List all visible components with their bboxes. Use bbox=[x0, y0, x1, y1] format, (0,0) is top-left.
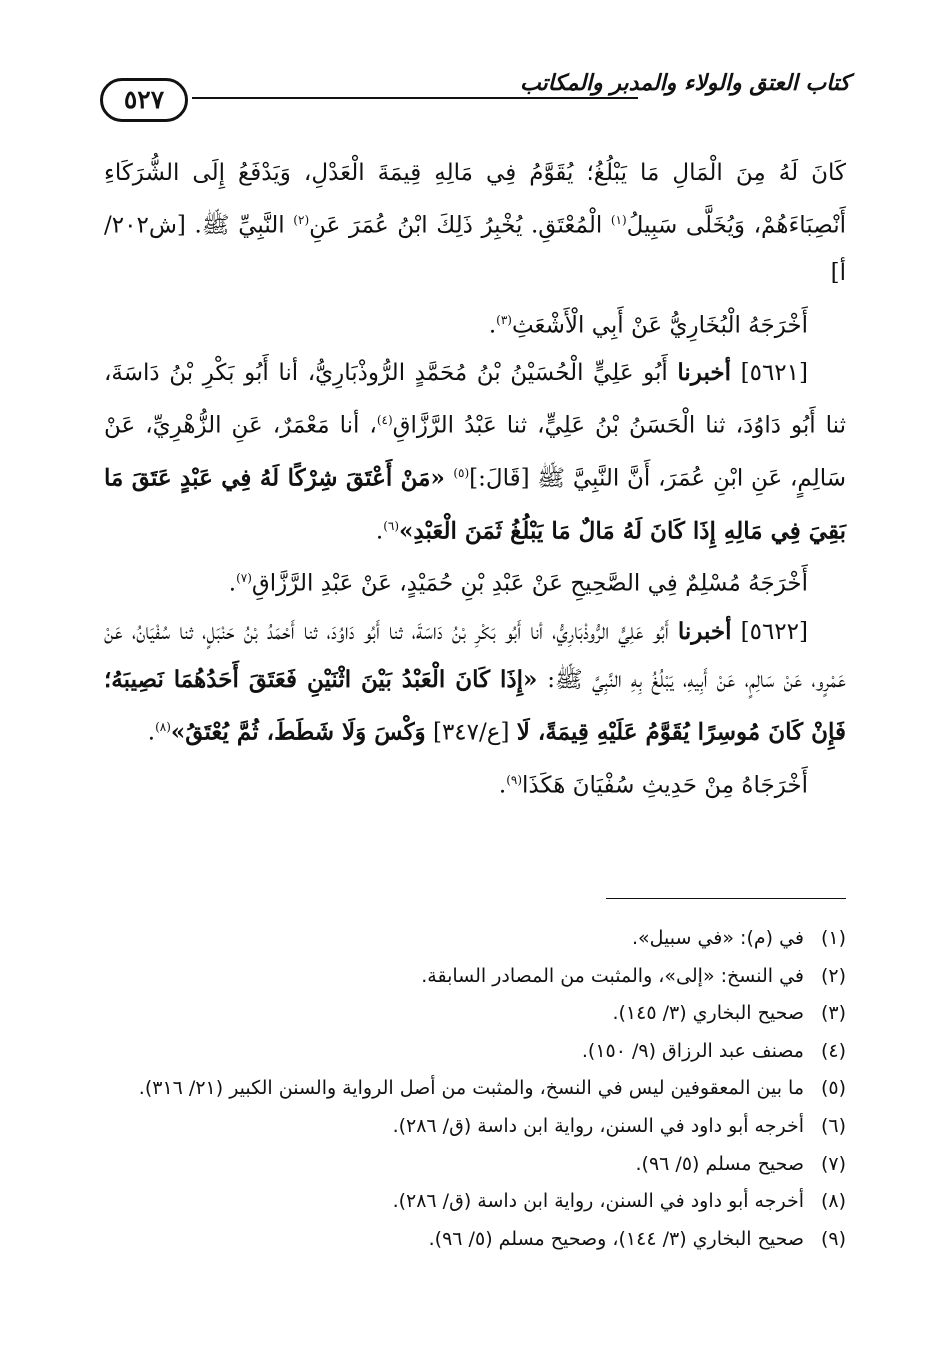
hadith-matn: «إِذَا كَانَ الْعَبْدُ بَيْنَ اثْنَيْنِ فَعَتَقَ أَحَدُهُمَا نَصِيبَهُ؛ فَإِنْ كَانَ مُوسِرًا يُقَوَّمُ عَلَيْهِ قِيمَةً، لَا bbox=[104, 665, 846, 746]
running-header bbox=[100, 70, 850, 130]
main-text bbox=[104, 150, 846, 809]
footnote-text: أخرجه أبو داود في السنن، رواية ابن داسة (ق/ ٢٨٦). bbox=[392, 1190, 804, 1213]
footnote-text: مصنف عبد الرزاق (٩/ ١٥٠). bbox=[581, 1039, 804, 1062]
running-title: كتاب العتق والولاء والمدبر والمكاتب bbox=[520, 70, 850, 96]
punctuation: . bbox=[375, 518, 384, 545]
footnote-number: (٧) bbox=[820, 1152, 846, 1175]
footnote-text: في (م): «في سبيل». bbox=[631, 927, 804, 949]
footnote-item bbox=[104, 1108, 846, 1146]
text-segment: أَبُو عَلِيٍّ الرُّوذْبَارِيُّ، أنا أَبُو بَكْرِ بْنُ دَاسَةَ، ثنا أَبُو دَاوُدَ، ثنا أَحْمَدُ بْنُ حَنْبَلٍ، ثنا سُفْيَانُ، عَنْ عَمْرٍو، عَنْ سَالِمٍ، عَنْ أَبِيهِ، يَبْلُغُ بِهِ النَّبِيَّ ﷺ: bbox=[104, 618, 846, 693]
footnote-ref[interactable]: (٢) bbox=[293, 213, 310, 227]
footnote-number: (٥) bbox=[820, 1077, 846, 1100]
footnote-text: صحيح البخاري (٣/ ١٤٥). bbox=[612, 1002, 804, 1025]
footnote-separator bbox=[606, 898, 846, 899]
punctuation: . bbox=[228, 570, 237, 597]
text-segment: أَبُو عَلِيٍّ الْحُسَيْنُ بْنُ مُحَمَّدٍ الرُّوذْبَارِيُّ، أنا أَبُو بَكْرِ بْنُ دَاسَةَ، ثنا أَبُو دَاوُدَ، ثنا الْحَسَنُ بْنُ عَلِيٍّ، ثنا عَبْدُ الرَّزَّاقِ bbox=[104, 360, 846, 439]
footnote-item bbox=[104, 1033, 846, 1071]
takhrij-paragraph bbox=[104, 555, 846, 608]
hadith-matn: «مَنْ أَعْتَقَ شِرْكًا لَهُ فِي عَبْدٍ عَتَقَ مَا بَقِيَ فِي مَالِهِ إِذَا كَانَ لَهُ مَالٌ مَا يَبْلُغُ ثَمَنَ الْعَبْدِ» bbox=[104, 464, 846, 545]
text-segment: أَخْرَجَهُ الْبُخَارِيُّ عَنْ أَبِي الْأَشْعَثِ bbox=[511, 312, 808, 339]
text-segment: ، أنا مَعْمَرٌ، عَنِ الزُّهْرِيِّ، عَنْ سَالِمٍ، عَنِ ابْنِ عُمَرَ، أَنَّ النَّبِيَّ ﷺ [قَالَ:] bbox=[104, 412, 846, 492]
footnote-number: (٦) bbox=[820, 1114, 846, 1137]
footnote-number: (٤) bbox=[820, 1039, 846, 1062]
footnote-text: صحيح مسلم (٥/ ٩٦). bbox=[635, 1152, 804, 1175]
footnote-ref[interactable]: (١) bbox=[610, 213, 627, 227]
footnote-item bbox=[104, 1146, 846, 1184]
hadith-number: [٥٦٢٢] bbox=[740, 618, 808, 645]
text-segment: كَانَ لَهُ مِنَ الْمَالِ مَا يَبْلُغُ؛ يُقَوَّمُ فِي مَالِهِ قِيمَةَ الْعَدْلِ، وَيَدْفَعُ إِلَى الشُّرَكَاءِ أَنْصِبَاءَهُمْ، وَيُخَلَّى سَبِيلُ bbox=[104, 160, 846, 239]
footnote-number: (٩) bbox=[820, 1227, 846, 1250]
footnote-text: صحيح البخاري (٣/ ١٤٤)، وصحيح مسلم (٥/ ٩٦). bbox=[428, 1227, 804, 1250]
takhrij-paragraph bbox=[104, 297, 846, 350]
footnote-text: أخرجه أبو داود في السنن، رواية ابن داسة (ق/ ٢٨٦). bbox=[392, 1114, 804, 1137]
footnote-ref[interactable]: (٣) bbox=[496, 312, 512, 327]
paragraph-continuation bbox=[104, 150, 846, 297]
text-segment: أَخْرَجَاهُ مِنْ حَدِيثِ سُفْيَانَ هَكَذَا bbox=[522, 772, 808, 799]
hadith-number: [٥٦٢١] bbox=[740, 360, 808, 387]
takhrij-paragraph bbox=[104, 757, 846, 810]
text-segment: النَّبِيِّ ﷺ. bbox=[194, 212, 294, 239]
akhbarana-label: أخبرنا bbox=[677, 359, 732, 387]
footnote-item bbox=[104, 1183, 846, 1221]
hadith-5621 bbox=[104, 349, 846, 555]
footnote-ref[interactable]: (٨) bbox=[155, 719, 171, 734]
footnote-ref[interactable]: (٧) bbox=[236, 571, 252, 586]
hadith-matn: وَكْسَ وَلَا شَطَطَ، ثُمَّ يُعْتَقُ» bbox=[170, 718, 426, 746]
footnote-item bbox=[104, 995, 846, 1033]
page-number-badge: ٥٢٧ bbox=[100, 78, 188, 122]
footnotes bbox=[104, 920, 846, 1258]
footnote-item bbox=[104, 920, 846, 958]
punctuation: . bbox=[488, 312, 497, 339]
manuscript-marker: [ش٢٠٢/أ] bbox=[104, 212, 846, 286]
punctuation: . bbox=[147, 719, 156, 746]
footnote-number: (١) bbox=[820, 927, 846, 949]
footnote-ref[interactable]: (٦) bbox=[383, 518, 400, 533]
footnote-number: (٣) bbox=[820, 1002, 846, 1025]
punctuation: . bbox=[498, 772, 507, 799]
hadith-5622 bbox=[104, 608, 846, 757]
footnote-ref[interactable]: (٤) bbox=[376, 413, 393, 428]
header-rule bbox=[192, 97, 638, 99]
footnote-text: ما بين المعقوفين ليس في النسخ، والمثبت من أصل الرواية والسنن الكبير (٢١/ ٣١٦). bbox=[138, 1077, 804, 1100]
manuscript-marker: [ع/٣٤٧] bbox=[425, 719, 517, 746]
text-segment: أَخْرَجَهُ مُسْلِمٌ فِي الصَّحِيحِ عَنْ عَبْدِ بْنِ حُمَيْدٍ، عَنْ عَبْدِ الرَّزَّاقِ bbox=[251, 570, 808, 597]
footnote-number: (٨) bbox=[820, 1190, 846, 1213]
footnote-text: في النسخ: «إلى»، والمثبت من المصادر السابقة. bbox=[421, 964, 804, 987]
footnote-number: (٢) bbox=[820, 964, 846, 987]
footnote-ref[interactable]: (٥) bbox=[453, 465, 470, 480]
footnote-ref[interactable]: (٩) bbox=[506, 772, 523, 787]
text-segment: الْمُعْتَقِ. يُخْبِرُ ذَلِكَ ابْنُ عُمَرَ عَنِ bbox=[309, 212, 611, 239]
footnote-item bbox=[104, 958, 846, 996]
footnote-item bbox=[104, 1221, 846, 1259]
akhbarana-label: أخبرنا bbox=[677, 617, 732, 645]
footnote-item bbox=[104, 1070, 846, 1108]
